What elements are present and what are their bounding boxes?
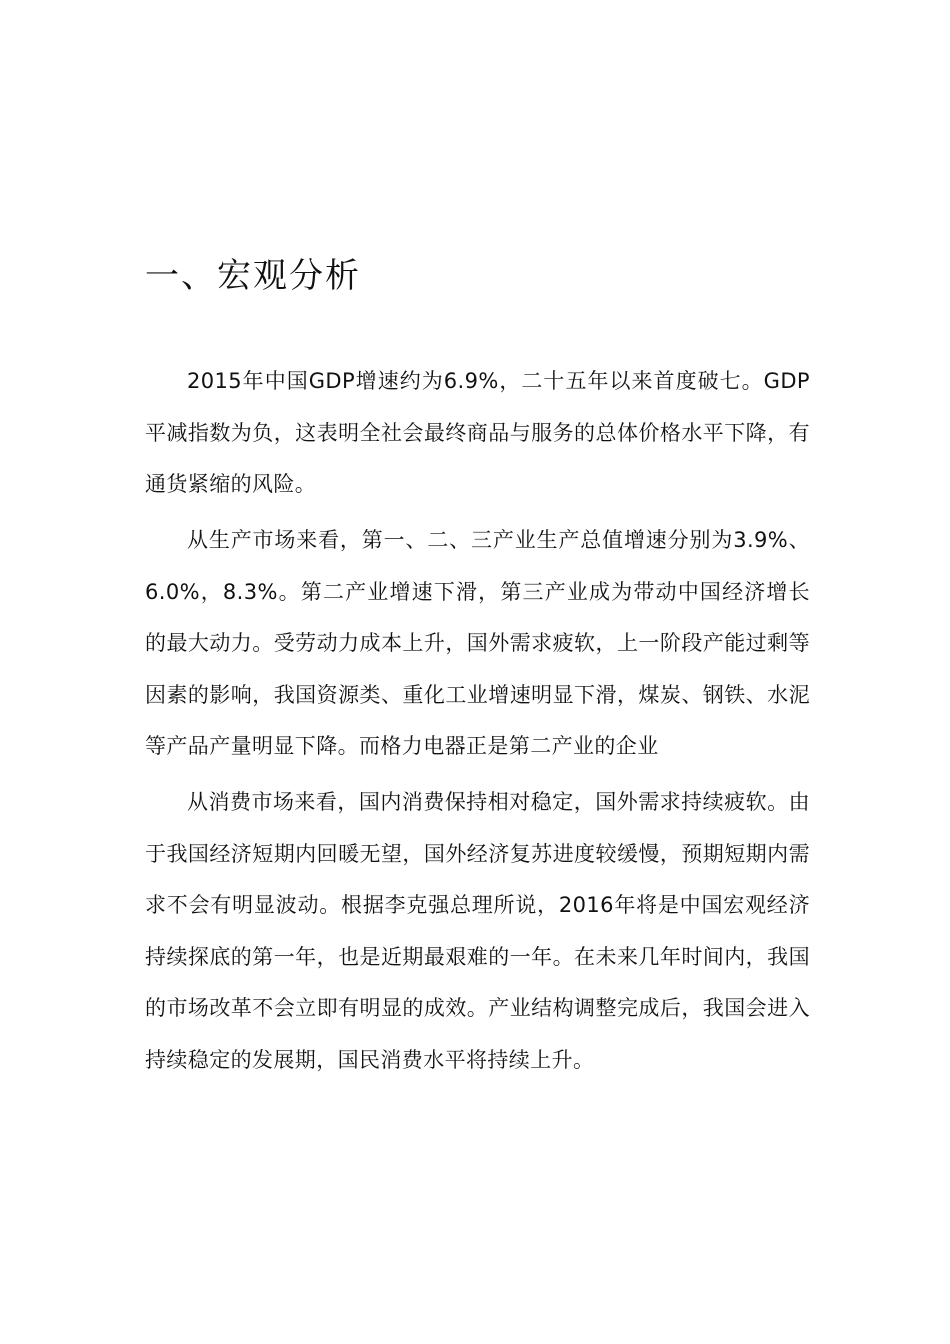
section-heading: 一、宏观分析 bbox=[145, 256, 361, 296]
paragraph-macro-gdp: 2015年中国GDP增速约为6.9%，二十五年以来首度破七。GDP平减指数为负，这表明全社会最终商品与服务的总体价格水平下降，有通货紧缩的风险。 bbox=[145, 369, 810, 496]
paragraph-consumer-market: 从消费市场来看，国内消费保持相对稳定，国外需求持续疲软。由于我国经济短期内回暖无望，国外经济复苏进度较缓慢，预期短期内需求不会有明显波动。根据李克强总理所说，2016年将是中国宏观经济持续探底的第一年，也是近期最艰难的一年。在未来几年时间内，我国的市场改革不会立即有明显的成效。产业结构调整完成后，我国会进入持续稳定的发展期，国民消费水平将持续上升。 bbox=[145, 790, 810, 1072]
paragraph-production-market: 从生产市场来看，第一、二、三产业生产总值增速分别为3.9%、6.0%，8.3%。第二产业增速下滑，第三产业成为带动中国经济增长的最大动力。受劳动力成本上升，国外需求疲软，上一阶段产能过剩等因素的影响，我国资源类、重化工业增速明显下滑，煤炭、钢铁、水泥等产品产量明显下降。而格力电器正是第二产业的企业 bbox=[145, 528, 810, 758]
